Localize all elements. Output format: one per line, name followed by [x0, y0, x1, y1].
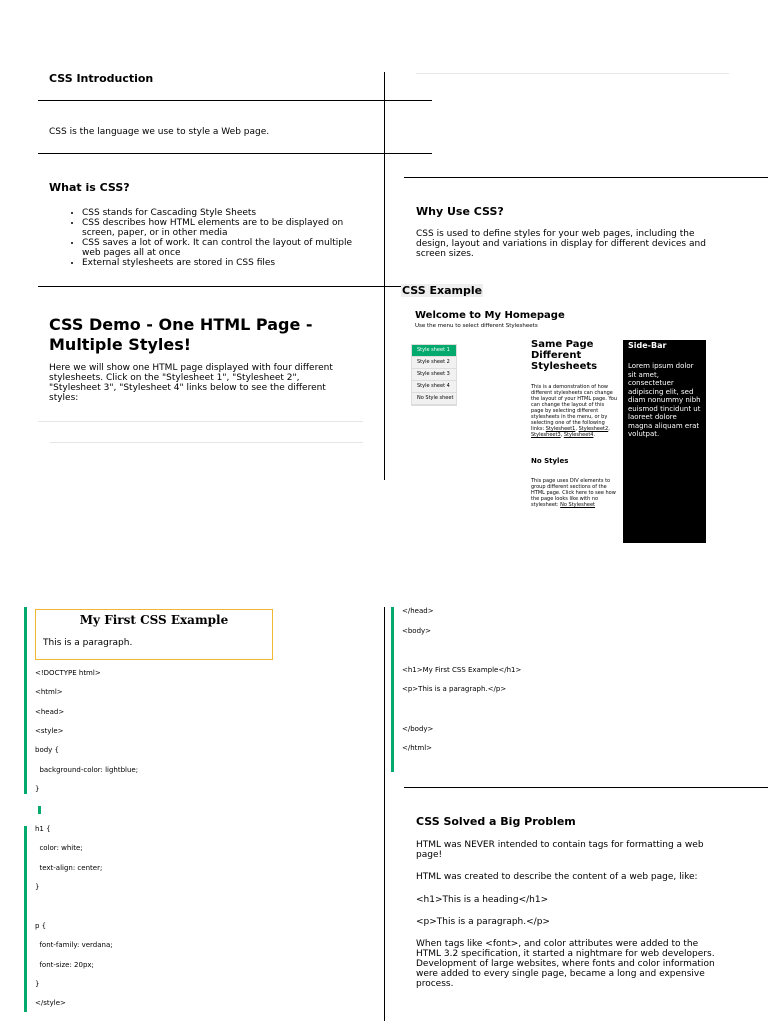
menu-item-stylesheet-3[interactable]: Style sheet 3 — [412, 369, 456, 381]
example-label: CSS Example — [402, 284, 483, 297]
code-accent-bar — [24, 607, 27, 794]
menu-item-stylesheet-4[interactable]: Style sheet 4 — [412, 381, 456, 393]
code-line: h1 { — [35, 825, 51, 833]
link-stylesheet2[interactable]: Stylesheet2 — [578, 426, 609, 432]
divider — [38, 100, 432, 101]
problem-p5: When tags like <font>, and color attributes were added to the HTML 3.2 specification, it started a nightmare for web developers. Development of large websites, where fonts and color information were added to every single page, became a long and expensive process. — [416, 939, 715, 989]
demo-title: CSS Demo - One HTML Page - Multiple Styles! — [49, 315, 313, 354]
code-line: } — [35, 785, 40, 793]
code-accent-bar — [38, 806, 41, 814]
code-line: } — [35, 883, 40, 891]
sidebar-title: Side-Bar — [628, 341, 667, 350]
what-list — [49, 208, 359, 268]
menu-item-stylesheet-1[interactable]: Style sheet 1 — [412, 345, 456, 357]
link-stylesheet4[interactable]: Stylesheet4 — [563, 432, 594, 438]
divider — [416, 73, 729, 74]
divider — [404, 787, 768, 788]
no-styles-text: This page uses DIV elements to group different sections of the HTML page. Click here to see how the page looks like with no stylesheet: No Stylesheet — [531, 478, 616, 508]
same-page-text: This is a demonstration of how different stylesheets can change the layout of your HTML page. You can change the layout of this page by selecting different stylesheets in the menu, or by selecting one of the following links: Stylesheet1, Stylesheet2, Stylesheet3, Stylesheet4. — [531, 384, 618, 438]
link-stylesheet3[interactable]: Stylesheet3 — [531, 432, 561, 438]
code-line: </body> — [402, 725, 434, 733]
code-line: body { — [35, 746, 59, 754]
code-line: p { — [35, 922, 47, 930]
problem-p4: <p>This is a paragraph.</p> — [416, 917, 550, 927]
divider — [50, 442, 363, 443]
sidebar-text: Lorem ipsum dolor sit amet, consectetuer adipiscing elit, sed diam nonummy nibh euismod tincidunt ut laoreet dolore magna aliquam erat volutpat. — [628, 362, 701, 438]
code-line: <head> — [35, 708, 65, 716]
divider — [38, 286, 432, 287]
result-preview-box — [35, 609, 273, 660]
code-line: color: white; — [35, 844, 83, 852]
divider — [404, 177, 768, 178]
problem-p2: HTML was created to describe the content of a web page, like: — [416, 872, 698, 882]
center-divider-top — [384, 72, 385, 480]
code-line: <h1>My First CSS Example</h1> — [402, 666, 522, 674]
example-heading: Welcome to My Homepage — [415, 310, 565, 321]
code-line: </style> — [35, 999, 66, 1007]
stylesheet-menu — [411, 344, 457, 406]
what-title: What is CSS? — [49, 181, 130, 194]
divider — [38, 421, 363, 422]
same-page-title: Same Page Different Stylesheets — [531, 339, 598, 372]
code-line: background-color: lightblue; — [35, 766, 139, 774]
code-line: </html> — [402, 744, 433, 752]
center-divider-bottom — [384, 607, 385, 1021]
example-subheading: Use the menu to select different Stylesheets — [415, 323, 538, 329]
menu-item-stylesheet-2[interactable]: Style sheet 2 — [412, 357, 456, 369]
intro-title: CSS Introduction — [49, 72, 154, 85]
code-line: </head> — [402, 607, 434, 615]
code-line: font-family: verdana; — [35, 941, 113, 949]
list-item: • CSS describes how HTML elements are to be displayed on screen, paper, or in other media — [82, 218, 359, 238]
divider — [38, 153, 432, 154]
code-line: <html> — [35, 688, 63, 696]
code-line: text-align: center; — [35, 864, 103, 872]
demo-text: Here we will show one HTML page displayed with four different stylesheets. Click on the "Stylesheet 1", "Stylesheet 2", "Stylesheet 3", "Stylesheet 4" links below to see the different styles: — [49, 363, 333, 403]
link-stylesheet1[interactable]: Stylesheet1 — [545, 426, 576, 432]
sidebar-panel — [623, 340, 706, 543]
code-line: <p>This is a paragraph.</p> — [402, 685, 507, 693]
code-accent-bar — [391, 607, 394, 772]
code-line: <body> — [402, 627, 432, 635]
result-text: This is a paragraph. — [43, 638, 133, 648]
problem-p3: <h1>This is a heading</h1> — [416, 895, 549, 905]
list-item: • CSS stands for Cascading Style Sheets — [82, 208, 359, 218]
code-line: font-size: 20px; — [35, 961, 94, 969]
problem-title: CSS Solved a Big Problem — [416, 815, 576, 828]
problem-p1: HTML was NEVER intended to contain tags for formatting a web page! — [416, 840, 704, 860]
intro-text: CSS is the language we use to style a Web page. — [49, 127, 270, 137]
link-no-stylesheet[interactable]: No Stylesheet — [560, 502, 595, 508]
code-accent-bar — [24, 826, 27, 1012]
list-item: • External stylesheets are stored in CSS files — [82, 258, 359, 268]
result-title: My First CSS Example — [79, 613, 229, 627]
no-styles-title: No Styles — [531, 457, 569, 465]
why-title: Why Use CSS? — [416, 205, 504, 218]
list-item: • CSS saves a lot of work. It can control the layout of multiple web pages all at once — [82, 238, 359, 258]
code-line: <!DOCTYPE html> — [35, 669, 101, 677]
code-line: } — [35, 980, 40, 988]
menu-item-no-stylesheet[interactable]: No Style sheet — [412, 393, 456, 405]
why-text: CSS is used to define styles for your web pages, including the design, layout and variations in display for different devices and screen sizes. — [416, 229, 706, 259]
code-line: <style> — [35, 727, 64, 735]
